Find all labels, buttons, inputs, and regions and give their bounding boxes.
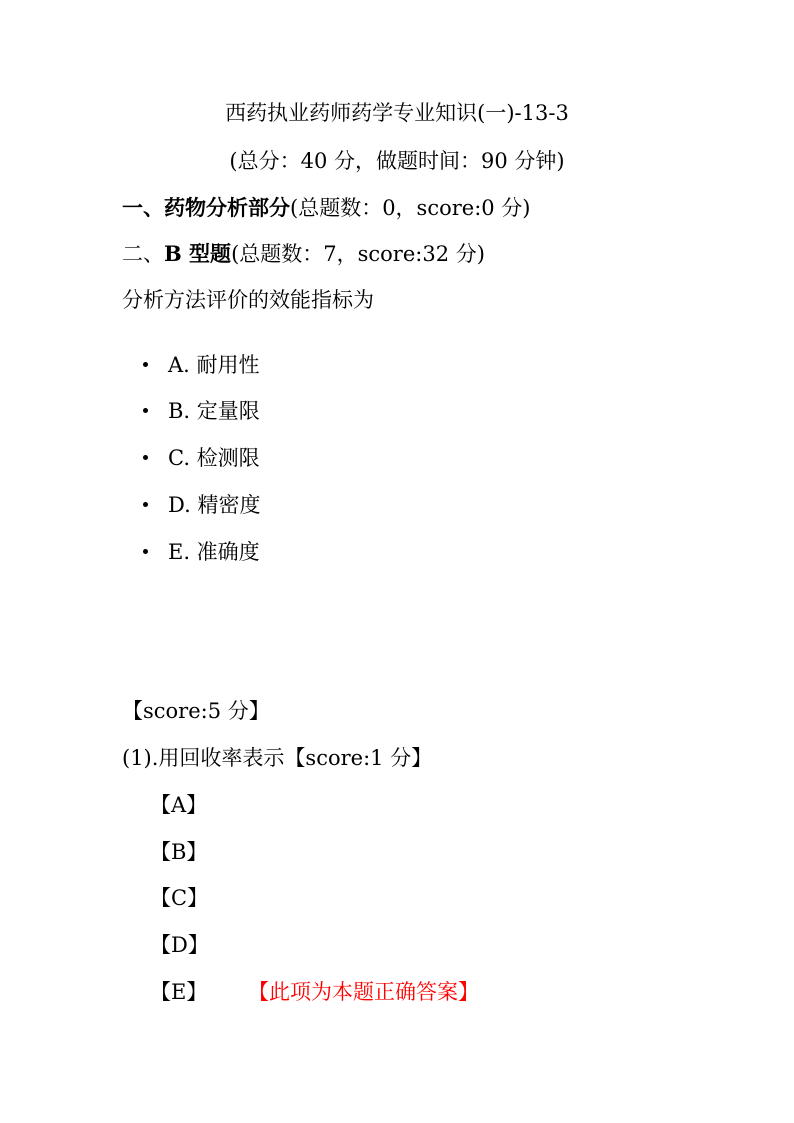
choice-d: 【D】 [150, 933, 209, 957]
bullet-icon [143, 408, 148, 413]
option-c [143, 448, 260, 469]
subquestion-text: (1).用回收率表示【score:1 分】 [122, 746, 433, 770]
section-two-info: (总题数：7，score:32 分) [231, 242, 485, 266]
option-c-text: C. 检测限 [168, 446, 260, 470]
bullet-icon [143, 362, 148, 367]
choice-e-label: 【E】 [150, 980, 208, 1004]
section-one-info: (总题数：0，score:0 分) [290, 196, 531, 220]
option-e-text: E. 准确度 [168, 540, 260, 564]
option-a [143, 355, 260, 376]
option-b-text: B. 定量限 [168, 399, 260, 423]
choice-e [150, 982, 479, 1003]
choice-c: 【C】 [150, 886, 209, 910]
question-stem: 分析方法评价的效能指标为 [122, 288, 374, 312]
section-one-heading: 一、药物分析部分 [122, 195, 290, 220]
choice-a: 【A】 [150, 793, 208, 817]
choice-b: 【B】 [150, 840, 208, 864]
option-d [143, 495, 260, 516]
section-two [122, 243, 485, 265]
option-d-text: D. 精密度 [168, 493, 261, 517]
section-one [122, 197, 531, 219]
section-two-prefix: 二、 [122, 242, 164, 266]
bullet-icon [143, 455, 148, 460]
group-score: 【score:5 分】 [122, 699, 270, 723]
bullet-icon [143, 549, 148, 554]
option-a-text: A. 耐用性 [168, 353, 260, 377]
correct-answer-note: 【此项为本题正确答案】 [248, 980, 480, 1004]
option-b [143, 401, 260, 422]
exam-meta: (总分：40 分，做题时间：90 分钟) [229, 149, 565, 173]
section-two-heading: B 型题 [164, 241, 232, 266]
bullet-icon [143, 502, 148, 507]
option-e [143, 542, 260, 563]
page-title: 西药执业药师药学专业知识(一)-13-3 [225, 101, 569, 125]
